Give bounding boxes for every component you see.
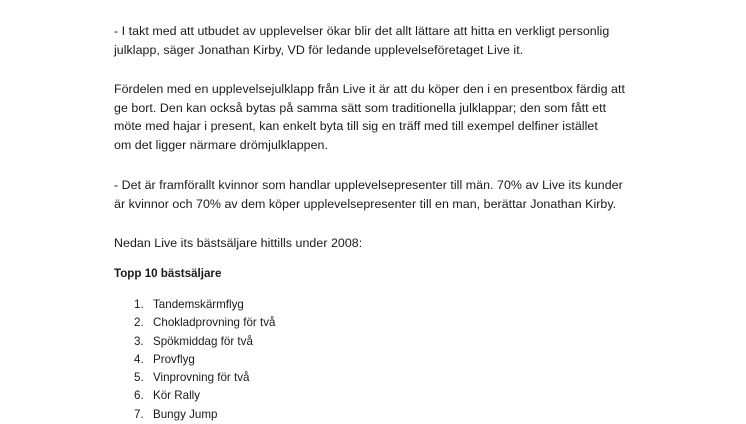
list-heading: Topp 10 bästsäljare — [114, 267, 222, 280]
text-line: Fördelen med en upplevelsejulklapp från Live it är att du köper den i en presentbox färdig att — [114, 82, 625, 96]
list-number: 2. — [134, 316, 144, 330]
bestseller-list — [134, 296, 275, 424]
list-number: 3. — [134, 334, 144, 348]
text-line: är kvinnor och 70% av dem köper upplevelsepresenter till en man, berättar Jonathan Kirby. — [114, 196, 617, 211]
list-item — [134, 296, 275, 314]
list-label: Spökmiddag för två — [153, 334, 253, 348]
text-line: - I takt med att utbudet av upplevelser ökar blir det allt lättare att hitta en verkligt personlig — [114, 24, 610, 38]
paragraph-quote-2 — [114, 176, 654, 213]
text-line: julklapp, säger Jonathan Kirby, VD för ledande upplevelseföretaget Live it. — [114, 42, 524, 57]
text-line: - Det är framförallt kvinnor som handlar upplevelsepresenter till män. 70% av Live its kunder — [114, 178, 623, 192]
list-label: Tandemskärmflyg — [153, 298, 244, 311]
text-line: Nedan Live its bästsäljare hittills under 2008: — [114, 236, 363, 250]
paragraph-intro — [114, 234, 654, 253]
list-number: 7. — [134, 407, 144, 421]
list-item — [134, 314, 275, 332]
list-label: Kör Rally — [153, 389, 201, 403]
list-label: Chokladprovning för två — [153, 316, 276, 330]
list-label: Vinprovning för två — [153, 371, 250, 385]
list-label: Provflyg — [153, 352, 195, 366]
paragraph-quote-1 — [114, 22, 654, 59]
list-item — [134, 351, 275, 369]
list-number: 4. — [134, 352, 144, 366]
list-label: Bungy Jump — [153, 407, 218, 421]
list-number: 5. — [134, 371, 144, 385]
text-line: möte med hajar i present, kan enkelt byta till sig en träff med till exempel delfiner istället — [114, 119, 598, 133]
list-number: 1. — [134, 298, 144, 311]
list-item — [134, 387, 275, 405]
text-line: om det ligger närmare drömjulklappen. — [114, 137, 328, 152]
list-number: 6. — [134, 389, 144, 403]
text-line: ge bort. Den kan också bytas på samma sätt som traditionella julklappar; den som fått ett — [114, 100, 607, 115]
paragraph-benefit — [114, 80, 654, 154]
list-item — [134, 406, 275, 424]
list-item — [134, 369, 275, 387]
list-item — [134, 333, 275, 351]
